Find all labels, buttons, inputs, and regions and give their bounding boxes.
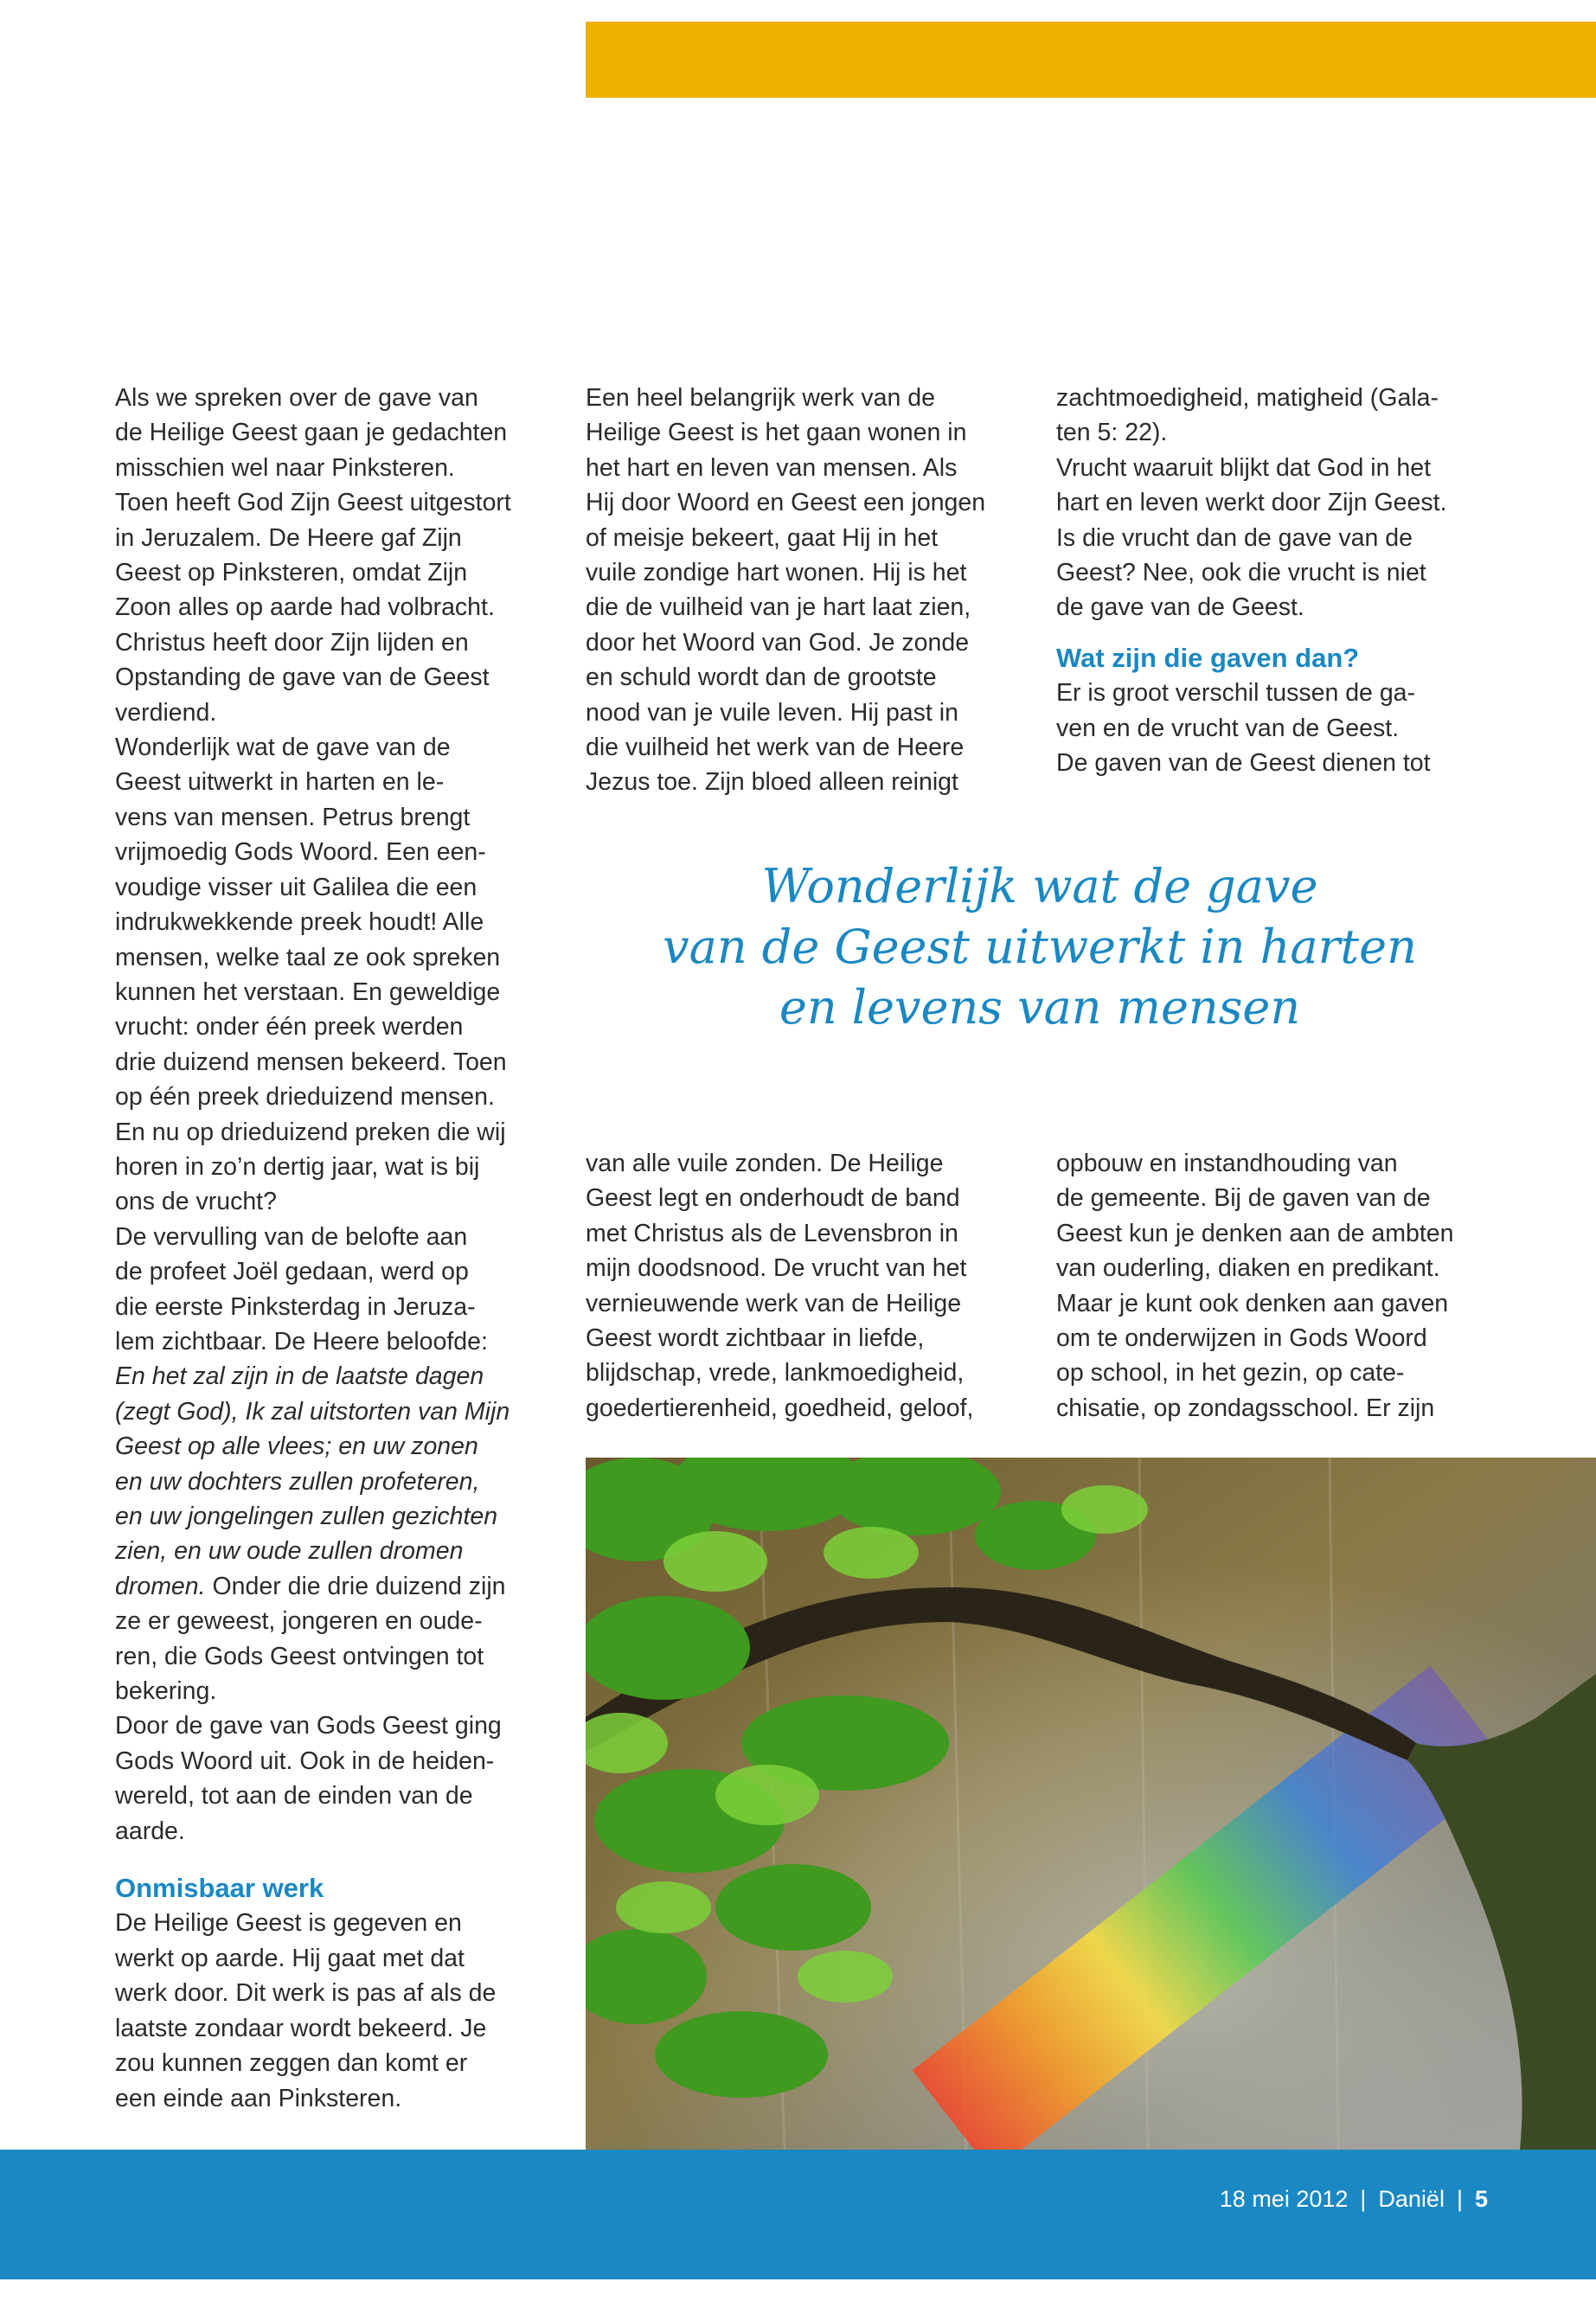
text-line: Geest legt en onderhoudt de band <box>586 1184 960 1213</box>
text-line: de profeet Joël gedaan, werd op <box>115 1258 469 1286</box>
pull-quote-line: Wonderlijk wat de gave <box>761 859 1318 913</box>
text-line: verdiend. <box>115 698 217 727</box>
footer-separator: | <box>1456 2186 1463 2212</box>
text-line: Christus heeft door Zijn lijden en <box>115 628 469 657</box>
text-line: (zegt God), Ik zal uitstorten van Mijn <box>115 1397 510 1426</box>
footer-date: 18 mei 2012 <box>1219 2186 1349 2212</box>
text-line: Een heel belangrijk werk van de <box>586 384 935 412</box>
column-3-top <box>1056 381 1506 780</box>
column-1 <box>115 381 565 2116</box>
text-line: vernieuwende werk van de Heilige <box>586 1289 962 1317</box>
text-line: mensen, welke taal ze ook spreken <box>115 943 501 971</box>
text-line: nood van je vuile leven. Hij past in <box>586 698 958 727</box>
page-number: 5 <box>1474 2186 1488 2212</box>
footer-bar <box>0 2150 1596 2279</box>
column-2-top <box>586 381 1035 800</box>
text-line: en uw dochters zullen profeteren, <box>115 1467 480 1496</box>
text-line: vuile zondige hart wonen. Hij is het <box>586 559 967 587</box>
text-line: op één preek drieduizend mensen. <box>115 1083 495 1112</box>
pull-quote <box>586 856 1494 1038</box>
text-line: Geest op alle vlees; en uw zonen <box>115 1433 478 1461</box>
text-line: Zoon alles op aarde had volbracht. <box>115 593 495 622</box>
column-1-body-continued <box>115 1604 565 1849</box>
text-line: Geest uitwerkt in harten en le- <box>115 768 445 797</box>
column-3-top-body <box>1056 381 1506 625</box>
text-line: vrijmoedig Gods Woord. Een een- <box>115 838 486 867</box>
text-line: voudige visser uit Galilea die een <box>115 873 478 901</box>
text-line: Als we spreken over de gave van <box>115 384 478 412</box>
text-line: werkt op aarde. Hij gaat met dat <box>115 1944 465 1972</box>
text-line: Geest? Nee, ook die vrucht is niet <box>1056 559 1426 587</box>
heading-wat-zijn-die-gaven: Wat zijn die gaven dan? <box>1056 642 1360 673</box>
pull-quote-line: van de Geest uitwerkt in harten <box>663 920 1417 974</box>
text-line: hart en leven werkt door Zijn Geest. <box>1056 489 1447 517</box>
text-line: die vuilheid het werk van de Heere <box>586 734 965 762</box>
text-line: in Jeruzalem. De Heere gaf Zijn <box>115 523 462 552</box>
footer-separator: | <box>1360 2186 1367 2212</box>
text-line: aarde. <box>115 1817 185 1845</box>
text-line: Maar je kunt ook denken aan gaven <box>1056 1289 1449 1317</box>
footer-text <box>1220 2184 1488 2214</box>
text-line: van ouderling, diaken en predikant. <box>1056 1254 1440 1283</box>
text-line: Door de gave van Gods Geest ging <box>115 1712 502 1740</box>
text-line: Wonderlijk wat de gave van de <box>115 734 451 762</box>
column-3-bottom-body <box>1056 1146 1506 1426</box>
footer-magazine: Daniël <box>1378 2186 1445 2212</box>
heading-onmisbaar-werk: Onmisbaar werk <box>115 1873 324 1904</box>
column-2-top-body <box>586 381 1035 800</box>
text-line: ten 5: 22). <box>1056 419 1168 447</box>
text-line: De Heilige Geest is gegeven en <box>115 1909 462 1938</box>
text-line: Gods Woord uit. Ook in de heiden- <box>115 1747 495 1775</box>
column-2-bottom <box>586 1146 1035 1426</box>
text-line: op school, in het gezin, op cate- <box>1056 1359 1405 1388</box>
text-line: Geest kun je denken aan de ambten <box>1056 1219 1454 1247</box>
text-line: de gave van de Geest. <box>1056 593 1304 622</box>
text-line: En het zal zijn in de laatste dagen <box>115 1362 484 1391</box>
text-line: zachtmoedigheid, matigheid (Gala- <box>1056 384 1439 412</box>
text-line: ren, die Gods Geest ontvingen tot <box>115 1642 484 1670</box>
text-line: horen in zo’n dertig jaar, wat is bij <box>115 1152 480 1181</box>
text-line: of meisje bekeert, gaat Hij in het <box>586 523 939 552</box>
rainbow-waterfall-image <box>586 1458 1596 2150</box>
text-line: Geest op Pinksteren, omdat Zijn <box>115 559 468 587</box>
text-line: goedertierenheid, goedheid, geloof, <box>586 1394 974 1422</box>
text-line: Vrucht waaruit blijkt dat God in het <box>1056 453 1431 482</box>
text-line: vens van mensen. Petrus brengt <box>115 803 471 831</box>
text-line: Toen heeft God Zijn Geest uitgestort <box>115 489 511 517</box>
text-line: een einde aan Pinksteren. <box>115 2084 402 2112</box>
text-line: kunnen het verstaan. En geweldige <box>115 977 501 1006</box>
text-line: blijdschap, vrede, lankmoedigheid, <box>586 1359 965 1388</box>
column-2-bottom-body <box>586 1146 1035 1426</box>
text-line: en schuld wordt dan de grootste <box>586 663 937 692</box>
text-line: zou kunnen zeggen dan komt er <box>115 2049 468 2078</box>
column-3-section <box>1056 676 1506 780</box>
text-line: die eerste Pinksterdag in Jeruza- <box>115 1292 476 1321</box>
text-line: de Heilige Geest gaan je gedachten <box>115 419 508 447</box>
text-line: chisatie, op zondagsschool. Er zijn <box>1056 1394 1435 1422</box>
text-line: vrucht: onder één preek werden <box>115 1013 464 1042</box>
text-line: Geest wordt zichtbaar in liefde, <box>586 1324 925 1353</box>
text-line: wereld, tot aan de einden van de <box>115 1782 473 1811</box>
text-line: om te onderwijzen in Gods Woord <box>1056 1324 1427 1353</box>
text-line: en uw jongelingen zullen gezichten <box>115 1503 498 1530</box>
text-line: het hart en leven van mensen. Als <box>586 453 958 482</box>
rainbow-photo <box>586 1458 1596 2150</box>
text-line: En nu op drieduizend preken die wij <box>115 1118 506 1146</box>
text-line: van alle vuile zonden. De Heilige <box>586 1150 944 1177</box>
text-line: ze er geweest, jongeren en oude- <box>115 1607 483 1636</box>
pull-quote-line: en levens van mensen <box>779 980 1301 1035</box>
text-line: drie duizend mensen bekeerd. Toen <box>115 1048 507 1076</box>
text-line: misschien wel naar Pinksteren. <box>115 453 455 482</box>
text-line: Er is groot verschil tussen de ga- <box>1056 679 1416 708</box>
text-line: door het Woord van God. Je zonde <box>586 628 970 657</box>
text-line: laatste zondaar wordt bekeerd. Je <box>115 2014 487 2042</box>
text-line: De gaven van de Geest dienen tot <box>1056 749 1431 778</box>
column-1-mixed-line: dromen. Onder die drie duizend zijn <box>115 1572 506 1600</box>
text-line: de gemeente. Bij de gaven van de <box>1056 1184 1431 1213</box>
text-line: opbouw en instandhouding van <box>1056 1150 1398 1177</box>
text-line: met Christus als de Levensbron in <box>586 1219 958 1247</box>
text-line: zien, en uw oude zullen dromen <box>115 1537 464 1566</box>
text-line: die de vuilheid van je hart laat zien, <box>586 593 971 622</box>
top-accent-bar <box>586 22 1596 98</box>
column-1-scripture <box>115 1359 565 1568</box>
column-1-body <box>115 381 565 1359</box>
text-line: ons de vrucht? <box>115 1188 277 1216</box>
text-line: indrukwekkende preek houdt! Alle <box>115 908 484 937</box>
column-1-section <box>115 1906 565 2115</box>
text-line: Opstanding de gave van de Geest <box>115 663 490 692</box>
text-line: bekering. <box>115 1677 217 1706</box>
text-line: Jezus toe. Zijn bloed alleen reinigt <box>586 768 958 797</box>
text-line: mijn doodsnood. De vrucht van het <box>586 1254 967 1283</box>
column-3-bottom <box>1056 1146 1506 1426</box>
text-line: Heilige Geest is het gaan wonen in <box>586 419 967 447</box>
text-line: De vervulling van de belofte aan <box>115 1222 468 1251</box>
text-line: Hij door Woord en Geest een jongen <box>586 489 986 517</box>
text-line: Is die vrucht dan de gave van de <box>1056 523 1413 552</box>
text-line: ven en de vrucht van de Geest. <box>1056 714 1400 742</box>
bottom-strip <box>0 2279 1596 2301</box>
text-line: werk door. Dit werk is pas af als de <box>115 1979 497 2008</box>
text-line: lem zichtbaar. De Heere beloofde: <box>115 1327 488 1356</box>
